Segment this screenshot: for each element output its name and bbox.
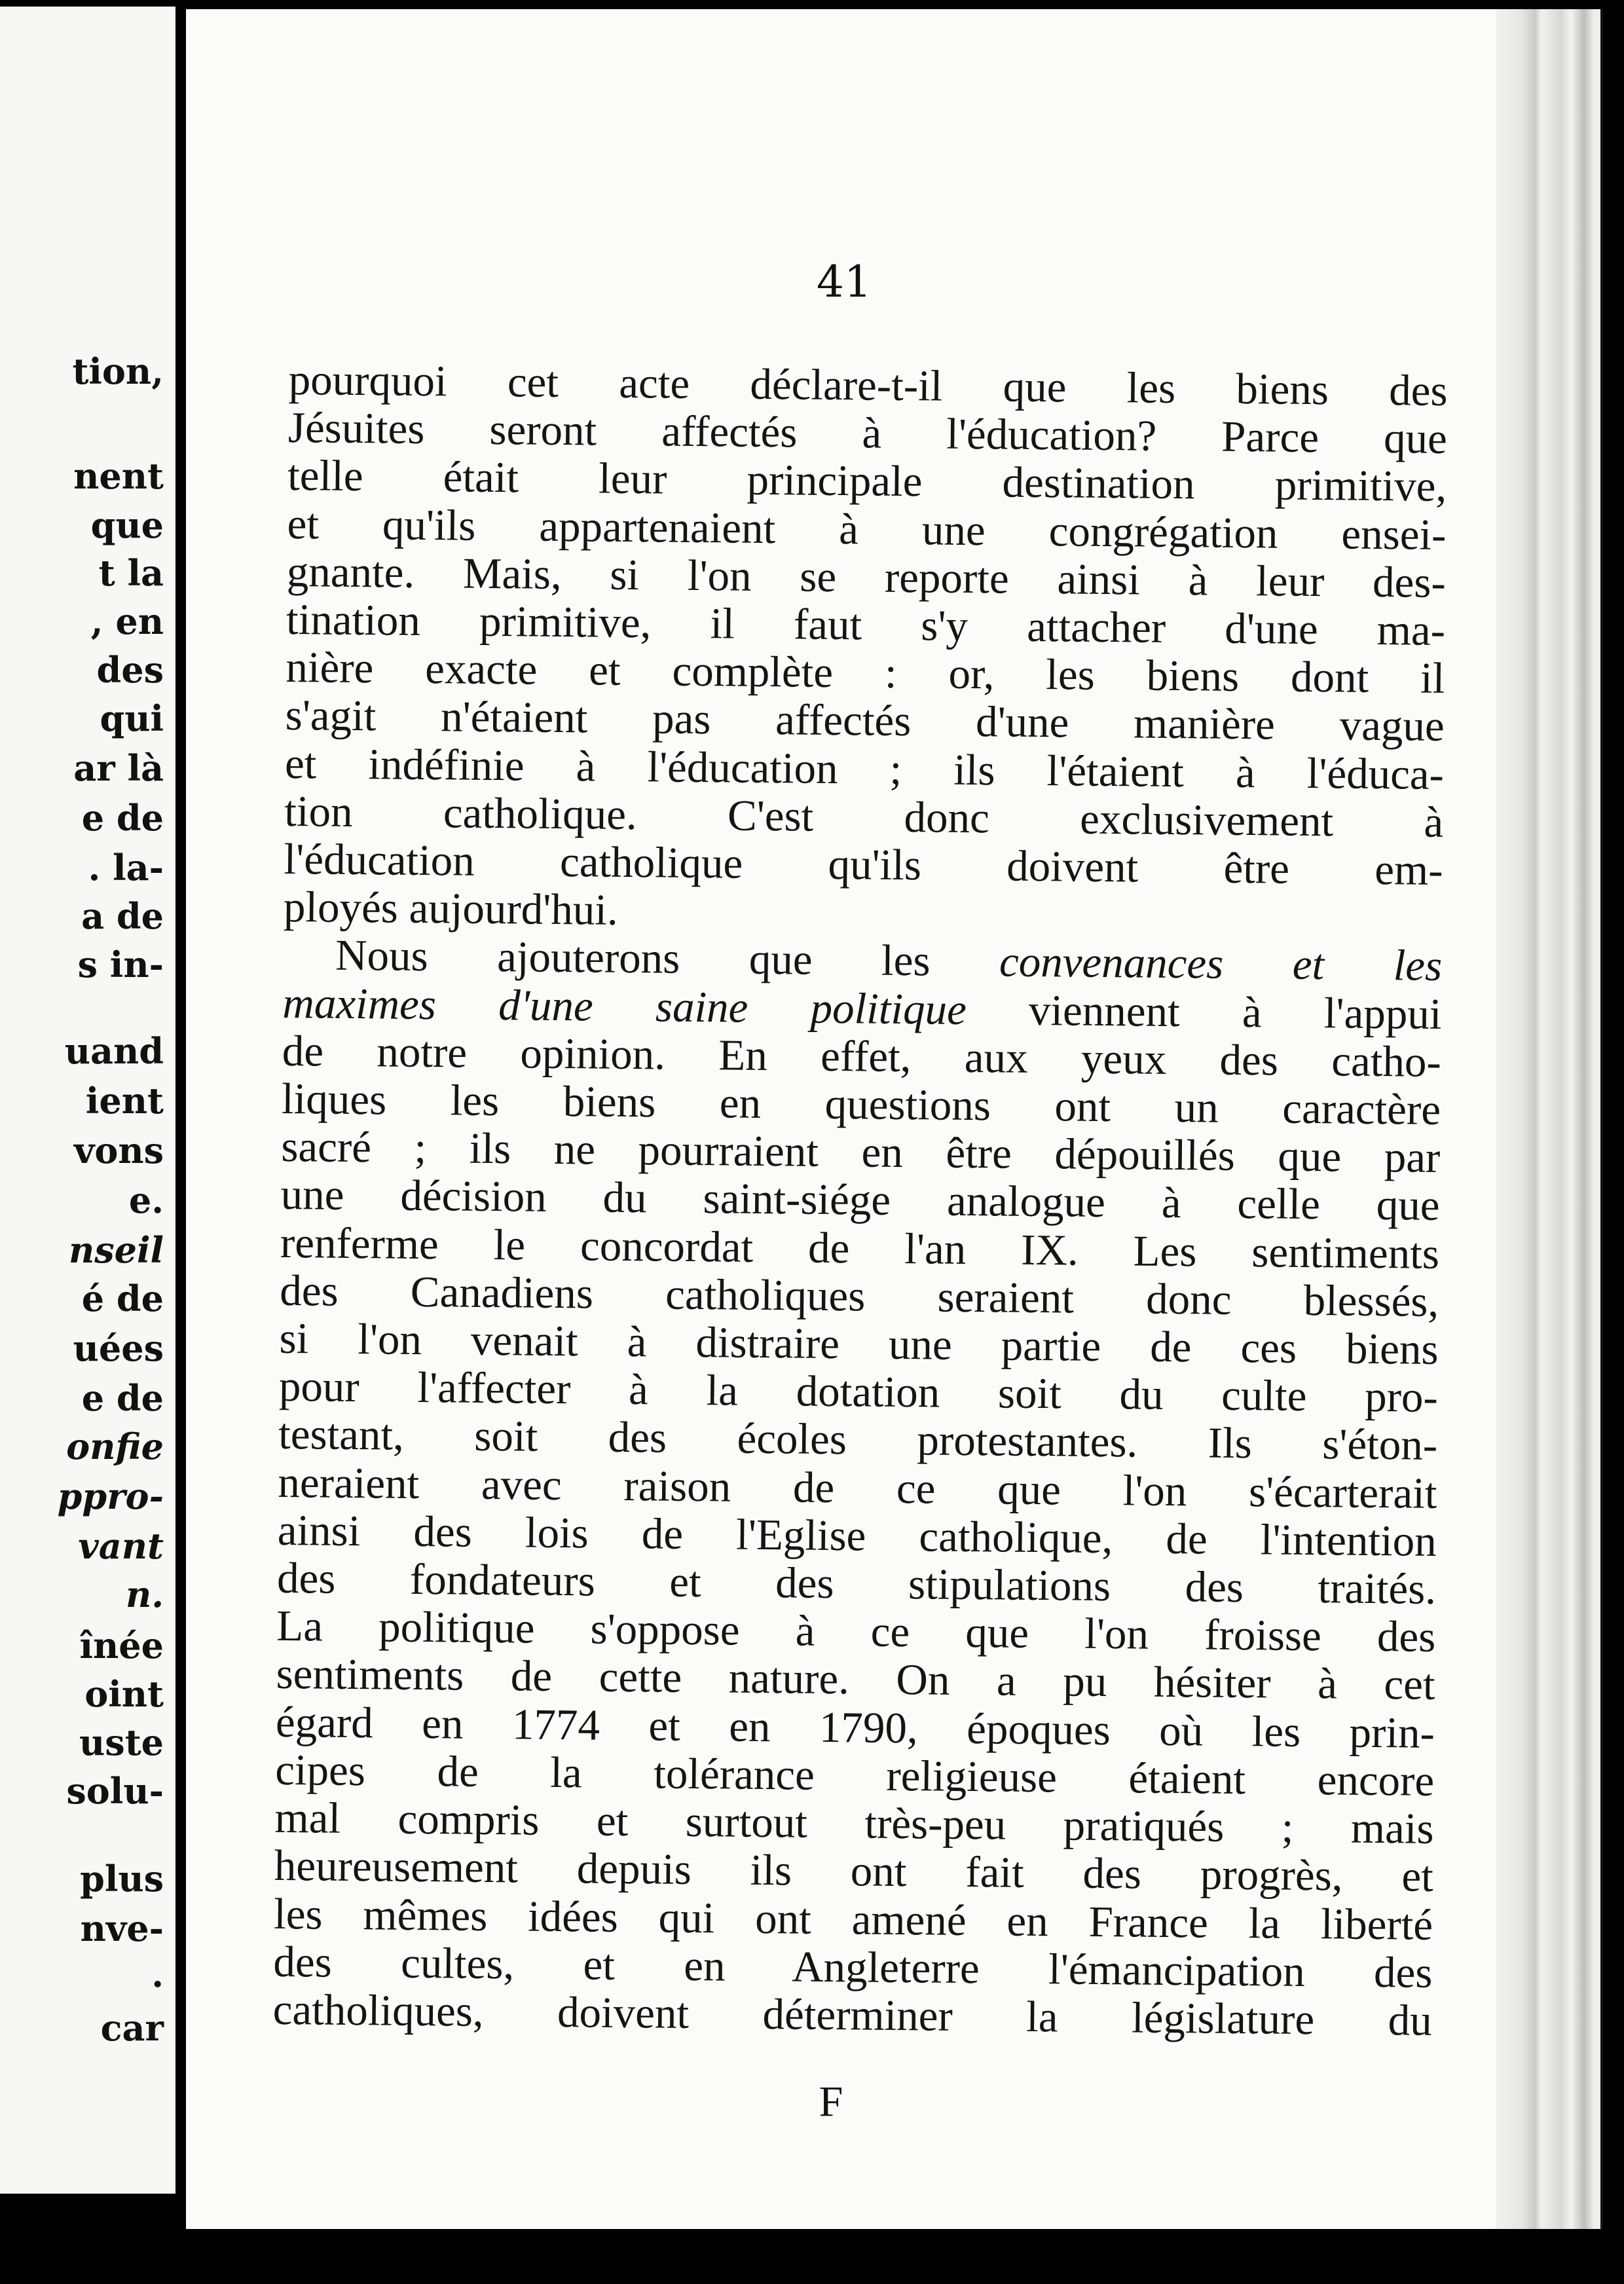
text-line: Jésuites seront affectés à l'éducation? Parce que — [287, 403, 1448, 464]
left-page-text-fragment: uand — [64, 1030, 164, 1072]
text-line: liques les biens en questions ont un caractère — [281, 1074, 1441, 1134]
left-page-text-fragment: ppro- — [57, 1475, 164, 1517]
text-line: tination primitive, il faut s'y attacher d'une ma- — [286, 595, 1446, 655]
left-page-text-fragment: nseil — [68, 1229, 164, 1271]
text-line: des cultes, et en Angleterre l'émancipation des — [273, 1937, 1433, 1997]
paragraph-2 — [272, 931, 1442, 2045]
text-line: ployés aujourd'hui. — [283, 883, 619, 935]
left-page-text-fragment: que — [90, 504, 164, 546]
text-line: égard en 1774 et en 1790, époques où les prin- — [275, 1697, 1435, 1758]
text-run: viennent à l'appui — [966, 985, 1442, 1039]
text-line: nière exacte et complète : or, les biens dont il — [286, 643, 1445, 703]
left-page-text-fragment: uées — [73, 1327, 164, 1369]
text-line: et indéfinie à l'éducation ; ils l'étaient à l'éduca- — [284, 739, 1445, 799]
left-page-text-fragment: ient — [85, 1080, 164, 1122]
book-page — [186, 9, 1496, 2229]
text-line: La politique s'oppose à ce que l'on froisse des — [276, 1602, 1436, 1662]
text-line: les mêmes idées qui ont amené en France la liberté — [273, 1889, 1433, 1949]
signature-mark: F — [819, 2078, 843, 2126]
text-line: des fondateurs et des stipulations des traités. — [276, 1553, 1437, 1613]
text-line: tion catholique. C'est donc exclusivement à — [284, 786, 1444, 847]
left-page-text-fragment: nent — [73, 455, 164, 497]
text-line: une décision du saint-siége analogue à celle que — [280, 1170, 1440, 1230]
left-page-text-fragment: a de — [81, 895, 164, 937]
left-page-text-fragment: uste — [79, 1722, 164, 1763]
left-page-text-fragment: . — [151, 1953, 164, 1995]
text-line: mal compris et surtout très-peu pratiqués ; mais — [274, 1793, 1434, 1853]
text-line: neraient avec raison de ce que l'on s'écarterait — [278, 1458, 1437, 1518]
text-line: testant, soit des écoles protestantes. Ils s'éton- — [278, 1410, 1438, 1470]
text-line: cipes de la tolérance religieuse étaient encore — [274, 1745, 1435, 1805]
page-number: 41 — [817, 257, 872, 307]
left-page-text-fragment: oint — [84, 1673, 164, 1715]
left-page-text-fragment: t la — [98, 552, 164, 594]
left-page-text-fragment: înée — [79, 1625, 164, 1667]
left-page-text-fragment: e de — [81, 797, 164, 839]
text-line: pour l'affecter à la dotation soit du culte pro- — [278, 1362, 1439, 1422]
left-page-text-fragment: onfie — [66, 1426, 164, 1467]
left-page-text-fragment: des — [96, 649, 164, 691]
paragraph-1 — [284, 356, 1448, 942]
text-line: telle était leur principale destination primitive, — [287, 451, 1447, 511]
text-line: sentiments de cette nature. On a pu hésiter à cet — [276, 1649, 1435, 1710]
page-edges — [1496, 9, 1603, 2229]
left-page-text-fragment: e de — [81, 1377, 164, 1419]
left-page-text-fragment: , en — [90, 600, 164, 642]
italic-text-run: convenances et les — [999, 937, 1443, 991]
text-line: l'éducation catholique qu'ils doivent être em- — [284, 834, 1443, 894]
text-line: renferme le concordat de l'an IX. Les sentiments — [280, 1218, 1440, 1278]
left-page-text-fragment: ar là — [73, 747, 164, 789]
left-page-text-fragment: solu- — [66, 1770, 164, 1812]
text-line: ainsi des lois de l'Eglise catholique, de l'intention — [277, 1505, 1437, 1566]
left-page-text-fragment: . la- — [88, 847, 164, 889]
left-page-text-fragment: vant — [78, 1525, 164, 1567]
left-page-text-fragment: plus — [80, 1858, 164, 1900]
text-run: Nous ajouterons que les — [335, 931, 1000, 986]
text-line: gnante. Mais, si l'on se reporte ainsi à leur des- — [286, 547, 1447, 607]
text-line: des Canadiens catholiques seraient donc blessés, — [279, 1266, 1439, 1326]
left-page-text-fragment: e. — [128, 1179, 164, 1221]
text-line: catholiques, doivent déterminer la législature du — [272, 1985, 1433, 2045]
left-page-text-fragment: n. — [125, 1574, 164, 1615]
italic-text-run: maximes d'une saine politique — [282, 978, 967, 1034]
text-line: heureusement depuis ils ont fait des progrès, et — [274, 1841, 1434, 1902]
page-body-text — [272, 356, 1448, 2045]
left-page-text-fragment: vons — [73, 1130, 164, 1171]
text-line: sacré ; ils ne pourraient en être dépouillés que par — [281, 1122, 1441, 1183]
text-line: si l'on venait à distraire une partie de ces biens — [279, 1314, 1439, 1374]
text-line: s'agit n'étaient pas affectés d'une manière vague — [285, 691, 1445, 751]
previous-page-fragment — [0, 7, 178, 2194]
text-line: pourquoi cet acte déclare-t-il que les biens des — [288, 356, 1448, 415]
left-page-text-fragment: car — [100, 2007, 164, 2049]
left-page-text-fragment: é de — [81, 1278, 164, 1319]
text-line: et qu'ils appartenaient à une congrégation ensei- — [287, 499, 1447, 559]
left-page-text-fragment: qui — [100, 697, 164, 739]
left-page-text-fragment: s in- — [77, 944, 164, 985]
left-page-text-fragment: nve- — [80, 1907, 164, 1949]
book-gutter — [175, 0, 186, 2284]
text-line: de notre opinion. En effet, aux yeux des catho- — [282, 1026, 1442, 1086]
left-page-text-fragment: tion, — [72, 350, 164, 392]
